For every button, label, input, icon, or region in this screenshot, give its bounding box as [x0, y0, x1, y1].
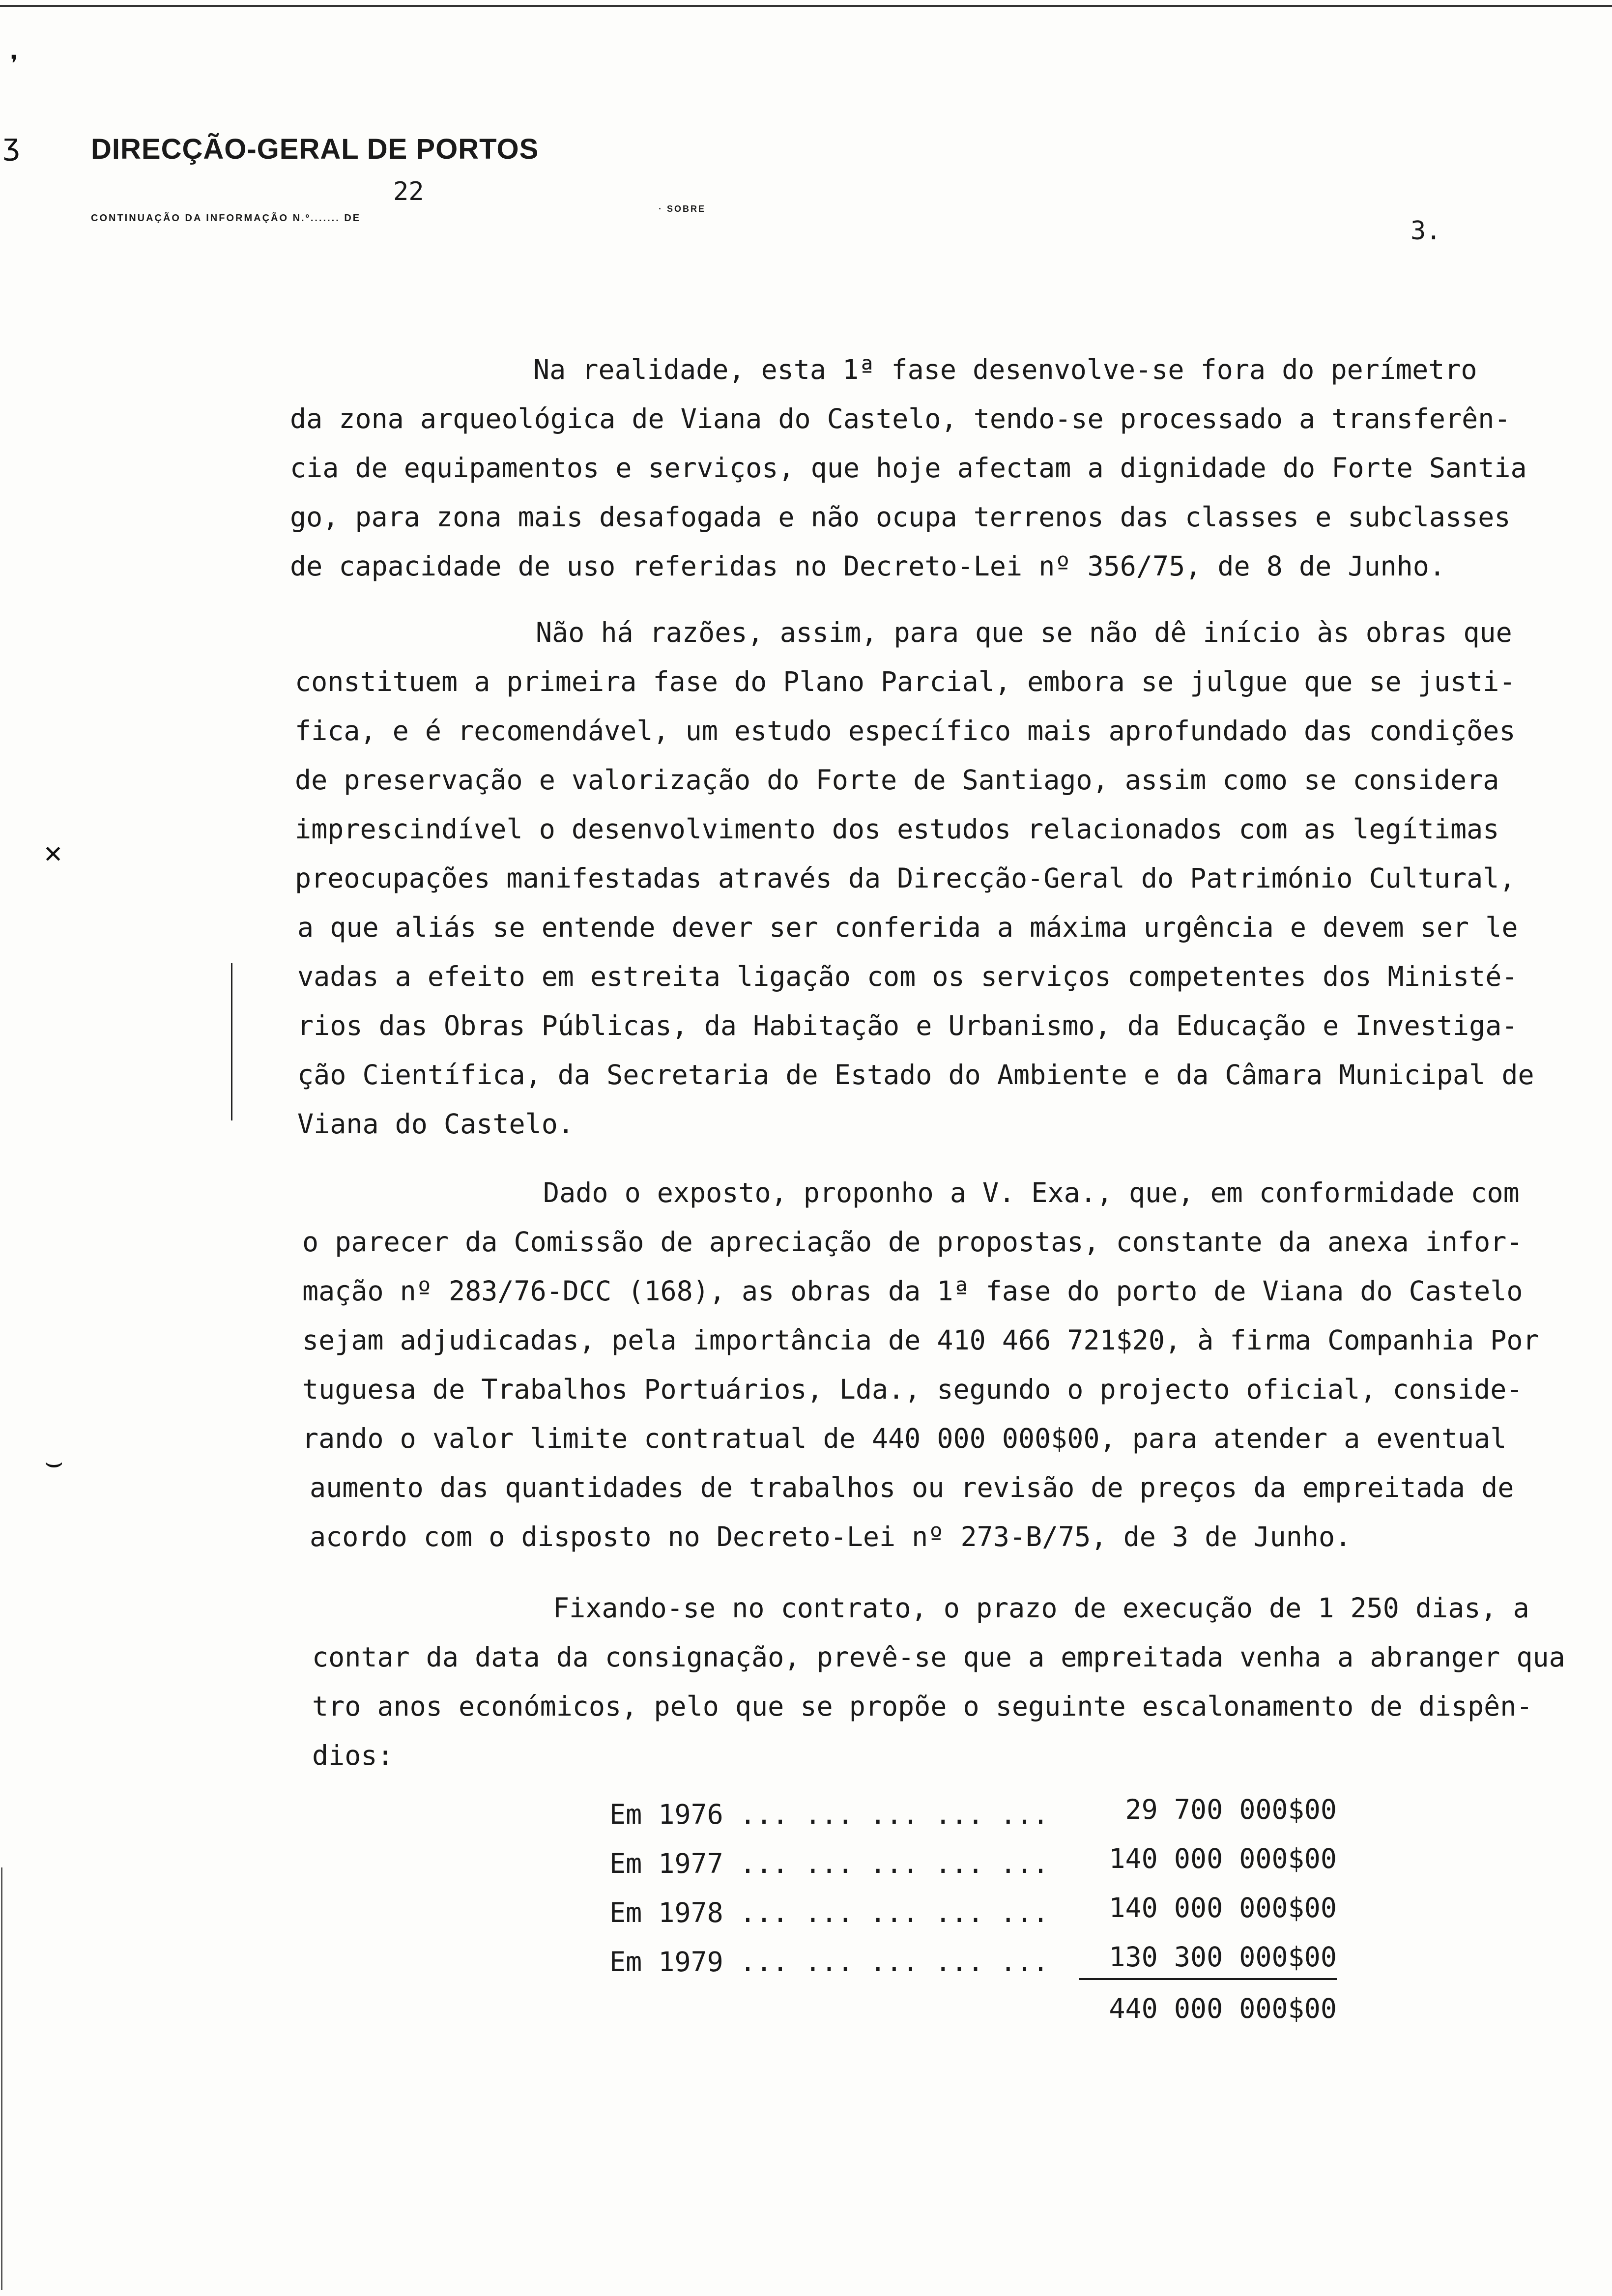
schedule-total: 440 000 000$00 — [1109, 1993, 1337, 2024]
text-line: Fixando-se no contrato, o prazo de execução de 1 250 dias, a — [553, 1592, 1529, 1624]
page-number: 3. — [1410, 216, 1441, 246]
margin-mark: ❜ — [5, 49, 23, 84]
text-line: Não há razões, assim, para que se não dê início às obras que — [536, 617, 1512, 648]
info-line: CONTINUAÇÃO DA INFORMAÇÃO N.º....... DE — [91, 213, 361, 224]
margin-mark: ʒ — [2, 128, 21, 162]
text-line: Na realidade, esta 1ª fase desenvolve-se fora do perímetro — [533, 354, 1477, 385]
text-line: aumento das quantidades de trabalhos ou revisão de preços da empreitada de — [310, 1472, 1514, 1503]
text-line: de preservação e valorização do Forte de Santiago, assim como se considera — [295, 764, 1499, 796]
margin-mark: ✕ — [44, 835, 62, 870]
top-border — [0, 5, 1612, 7]
margin-mark: ⌣ — [44, 1445, 64, 1479]
text-line: Viana do Castelo. — [297, 1108, 574, 1140]
info-number: 22 — [393, 177, 424, 206]
text-line: tro anos económicos, pelo que se propõe o seguinte escalonamento de dispên- — [312, 1691, 1533, 1722]
text-line: sejam adjudicadas, pela importância de 410 466 721$20, à firma Companhia Por — [302, 1324, 1539, 1356]
text-line: de capacidade de uso referidas no Decreto-Lei nº 356/75, de 8 de Junho. — [290, 550, 1446, 582]
text-line: mação nº 283/76-DCC (168), as obras da 1ª fase do porto de Viana do Castelo — [302, 1275, 1523, 1307]
schedule-row-amount: 29 700 000$00 — [1125, 1794, 1337, 1825]
text-line: go, para zona mais desafogada e não ocupa terrenos das classes e subclasses — [290, 501, 1511, 533]
text-line: da zona arqueológica de Viana do Castelo, tendo-se processado a transferên- — [290, 403, 1511, 434]
sobre-label: · SOBRE — [659, 204, 706, 214]
text-line: rios das Obras Públicas, da Habitação e Urbanismo, da Educação e Investiga- — [297, 1010, 1518, 1041]
text-line: tuguesa de Trabalhos Portuários, Lda., segundo o projecto oficial, conside- — [302, 1374, 1523, 1405]
schedule-row-amount: 140 000 000$00 — [1109, 1843, 1337, 1874]
schedule-row-label: Em 1979 ... ... ... ... ... — [609, 1946, 1049, 1978]
text-line: o parecer da Comissão de apreciação de propostas, constante da anexa infor- — [302, 1226, 1523, 1258]
text-line: cia de equipamentos e serviços, que hoje afectam a dignidade do Forte Santia — [290, 452, 1527, 484]
total-rule — [1079, 1978, 1337, 1980]
text-line: imprescindível o desenvolvimento dos estudos relacionados com as legítimas — [295, 813, 1499, 845]
schedule-row-label: Em 1977 ... ... ... ... ... — [609, 1848, 1049, 1879]
text-line: Dado o exposto, proponho a V. Exa., que, em conformidade com — [543, 1177, 1520, 1208]
schedule-row-amount: 130 300 000$00 — [1109, 1941, 1337, 1973]
text-line: contar da data da consignação, prevê-se que a empreitada venha a abranger qua — [312, 1641, 1565, 1673]
text-line: constituem a primeira fase do Plano Parcial, embora se julgue que se justi- — [295, 666, 1516, 697]
text-line: rando o valor limite contratual de 440 000 000$00, para atender a eventual — [302, 1423, 1507, 1454]
organization-header: DIRECÇÃO-GERAL DE PORTOS — [91, 133, 539, 165]
text-line: vadas a efeito em estreita ligação com os serviços competentes dos Ministé- — [297, 961, 1518, 992]
left-edge-artifact — [1, 1867, 2, 2290]
text-line: a que aliás se entende dever ser conferida a máxima urgência e devem ser le — [297, 912, 1518, 943]
schedule-row-label: Em 1978 ... ... ... ... ... — [609, 1897, 1049, 1928]
schedule-row-amount: 140 000 000$00 — [1109, 1892, 1337, 1923]
text-line: dios: — [312, 1740, 394, 1771]
margin-line — [231, 963, 232, 1120]
text-line: preocupações manifestadas através da Direcção-Geral do Património Cultural, — [295, 862, 1516, 894]
text-line: fica, e é recomendável, um estudo específico mais aprofundado das condições — [295, 715, 1516, 746]
text-line: ção Científica, da Secretaria de Estado do Ambiente e da Câmara Municipal de — [297, 1059, 1534, 1091]
text-line: acordo com o disposto no Decreto-Lei nº 273-B/75, de 3 de Junho. — [310, 1521, 1352, 1552]
schedule-row-label: Em 1976 ... ... ... ... ... — [609, 1799, 1049, 1830]
